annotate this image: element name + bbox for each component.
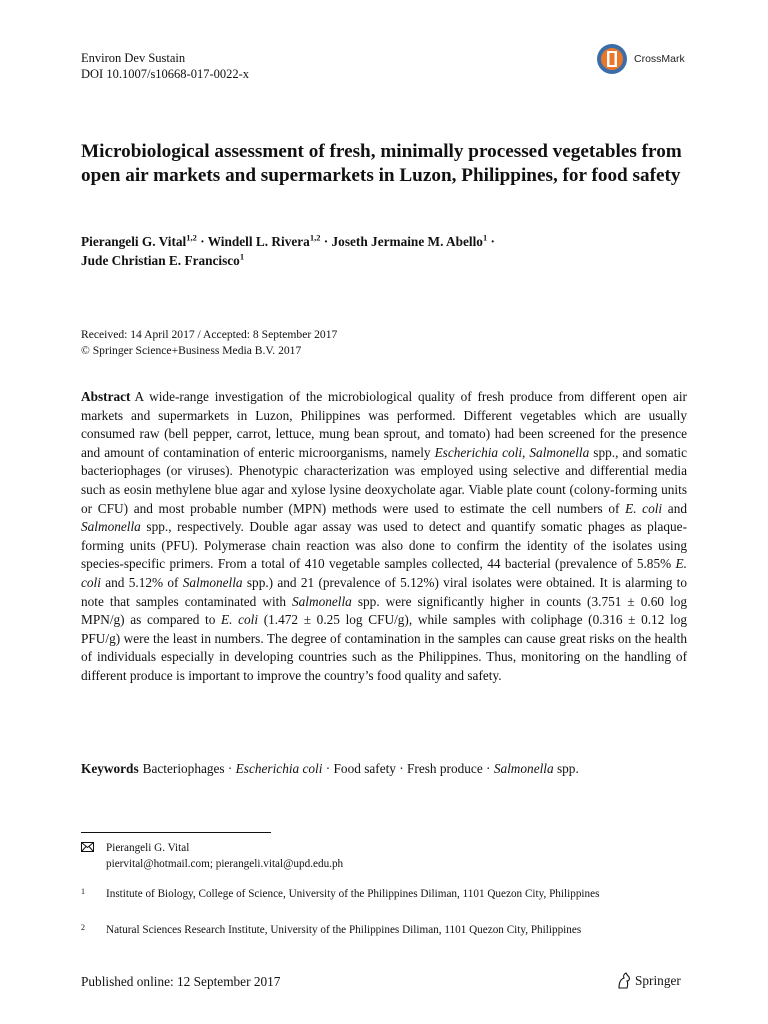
- paper-title: Microbiological assessment of fresh, minimally processed vegetables from open air markets and supermarkets in Luzon, Philippines, for food safety: [81, 141, 682, 186]
- species-name: Salmonella: [292, 593, 352, 609]
- author-name: Joseth Jermaine M. Abello: [331, 234, 483, 249]
- footnote-divider: [81, 832, 271, 833]
- publisher-name: Springer: [635, 973, 681, 988]
- keyword-separator: ·: [224, 761, 236, 776]
- abstract-text: spp. were significantly higher in counts (3.751 ± 0.60 log MPN/g) as compared to: [81, 593, 687, 628]
- species-name: Salmonella: [81, 519, 141, 535]
- abstract-label: Abstract: [81, 389, 131, 404]
- affiliation-text: Institute of Biology, College of Science, University of the Philippines Diliman, 1101 Quezon City, Philippines: [106, 888, 600, 900]
- abstract-text: spp., respectively. Double agar assay was used to detect and quantify somatic phages as plaque-forming units (PFU). Polymerase chain reaction was also done to confirm the identity of the isolates using species-specific primers. From a total of 410 vegetable samples collected, 44 bacterial (prevalence of 5.85%: [81, 519, 687, 572]
- springer-horse-icon: [616, 972, 632, 990]
- author-name: Jude Christian E. Francisco: [81, 252, 240, 268]
- keyword-separator: ·: [482, 761, 494, 776]
- abstract-text: spp.) and 21 (prevalence of 5.12%) viral isolates were obtained. It is alarming to note that samples contaminated with: [81, 574, 687, 609]
- author-affiliation: 1,2: [309, 232, 321, 243]
- affiliation-text: Natural Sciences Research Institute, University of the Philippines Diliman, 1101 Quezon City, Philippines: [106, 924, 582, 936]
- springer-logo: [616, 972, 681, 990]
- corresponding-author: Pierangeli G. Vital: [106, 842, 190, 854]
- species-name: Salmonella: [529, 444, 590, 460]
- crossmark-label: CrossMark: [634, 53, 685, 65]
- journal-header: [81, 50, 249, 82]
- author-affiliation: 1: [482, 232, 488, 243]
- abstract-text: (1.472 ± 0.25 log CFU/g), while samples with coliphage (0.316 ± 0.12 log PFU/g) were the least in numbers. The degree of contamination in the samples can cause great risks on the health of individuals especially in developing countries such as the Philippines. Thus, monitoring on the handling of different produce is important to improve the country’s food quality and safety.: [81, 612, 687, 683]
- affiliation-number: 1: [81, 887, 85, 896]
- abstract-text: and: [662, 500, 688, 516]
- affiliation-number: 2: [81, 923, 85, 932]
- crossmark-icon: [596, 43, 628, 75]
- author-emails[interactable]: piervital@hotmail.com; pierangeli.vital@upd.edu.ph: [106, 857, 344, 870]
- abstract-text: ,: [522, 444, 530, 460]
- keywords: [81, 760, 687, 779]
- author-affiliation: 1,2: [186, 232, 197, 243]
- dates-block: [81, 327, 337, 359]
- abstract: [81, 388, 687, 686]
- species-name: Escherichia coli: [434, 444, 523, 460]
- abstract-text: spp., and somatic bacteriophages (or viruses). Phenotypic characterization was employed using selective and differential media such as eosin methylene blue agar and xylose lysine deoxycholate agar. Viable plate count (colony-forming units or CFU) and most probable number (MPN) methods were used to estimate the cell numbers of: [81, 444, 687, 516]
- copyright: © Springer Science+Business Media B.V. 2017: [81, 344, 302, 357]
- species-name: E. coli: [625, 500, 663, 516]
- keyword-separator: ·: [322, 761, 334, 776]
- species-name: E. coli: [81, 556, 687, 590]
- published-online: Published online: 12 September 2017: [81, 974, 281, 989]
- author-affiliation: 1: [239, 251, 245, 262]
- doi[interactable]: DOI 10.1007/s10668-017-0022-x: [81, 67, 250, 81]
- keyword: Food safety: [333, 761, 396, 776]
- species-name: E. coli: [221, 612, 259, 628]
- keyword: Bacteriophages: [142, 761, 225, 776]
- keyword: Salmonella: [493, 761, 554, 776]
- keyword: Escherichia coli: [235, 761, 323, 776]
- author-name: Windell L. Rivera: [207, 234, 310, 249]
- keywords-label: Keywords: [81, 761, 139, 776]
- author-name: Pierangeli G. Vital: [81, 234, 187, 249]
- journal-name: Environ Dev Sustain: [81, 51, 186, 65]
- species-name: Salmonella: [182, 574, 243, 590]
- keyword-separator: ·: [395, 761, 408, 776]
- author-list: Pierangeli G. Vital$^{1,2}$ · Windell L. Rivera$^{1,2}$ · Joseth Jermaine M. Abello$^1$ · Jude Christian E. Francisco$^1$: [81, 232, 495, 268]
- abstract-text: and 5.12% of: [100, 574, 183, 590]
- crossmark-badge[interactable]: [596, 43, 685, 75]
- received-accepted: Received: 14 April 2017 / Accepted: 8 September 2017: [81, 328, 338, 341]
- abstract-text: A wide-range investigation of the microbiological quality of fresh produce from different open air markets and supermarkets in Luzon, Philippines was performed. Different vegetables which are usually consumed raw (bell pepper, carrot, lettuce, mung bean sprout, and tomato) had been screened for the presence and amount of contamination of enteric microorganisms, namely: [81, 389, 687, 460]
- envelope-icon: [81, 842, 94, 858]
- keyword: Fresh produce: [407, 761, 483, 776]
- keyword: spp.: [553, 761, 579, 776]
